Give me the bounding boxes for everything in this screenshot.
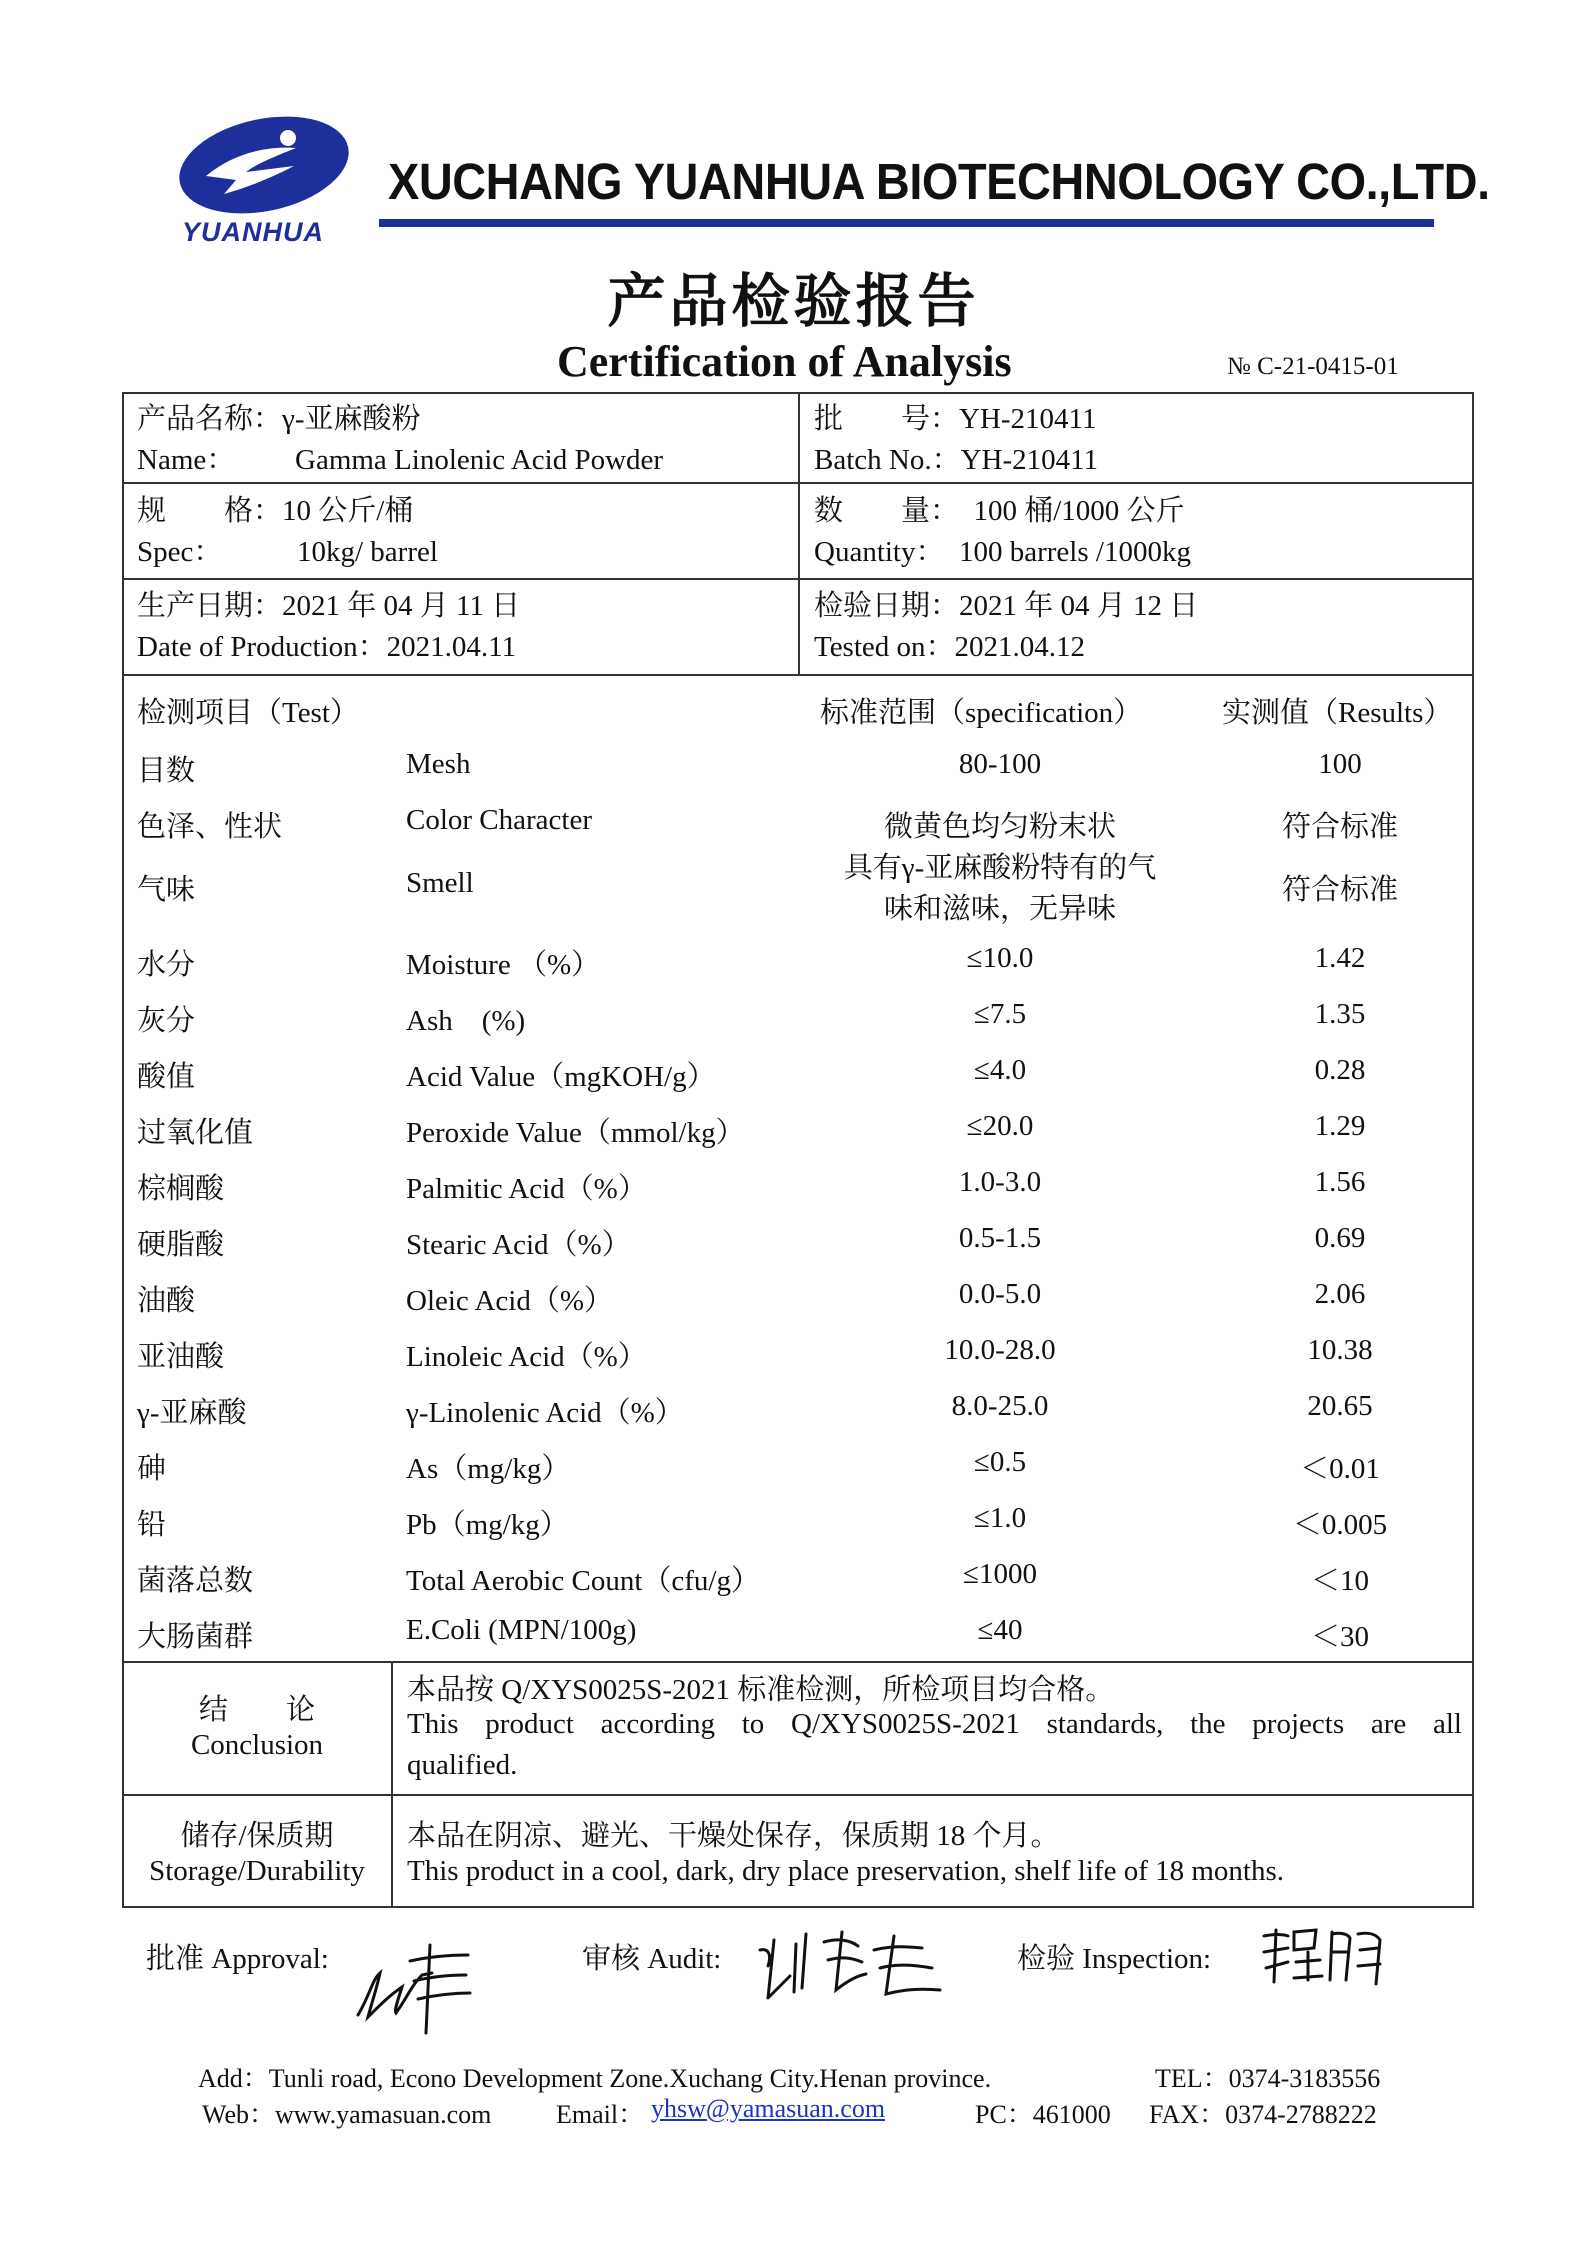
row-divider <box>122 1661 1474 1663</box>
report-number: № C-21-0415-01 <box>1227 353 1399 380</box>
conclusion-text-en: This product according to Q/XYS0025S-2021 standards, the projects are all <box>407 1708 1462 1740</box>
test-name-en: Moisture （%） <box>406 949 601 981</box>
production-date-en: Date of Production：2021.04.11 <box>137 631 517 663</box>
test-result: ＜30 <box>1310 1621 1369 1653</box>
test-spec: 1.0-3.0 <box>958 1166 1042 1198</box>
test-result: 符合标准 <box>1281 811 1398 843</box>
test-name-cn: 过氧化值 <box>137 1117 254 1149</box>
test-name-en: Color Character <box>406 804 593 836</box>
footer-email-label: Email： <box>556 2100 645 2129</box>
report-title-cn: 产品检验报告 <box>607 267 980 335</box>
test-result: 1.56 <box>1314 1166 1366 1198</box>
test-result: 10.38 <box>1307 1334 1373 1366</box>
audit-signature-icon <box>754 1920 944 2010</box>
footer-web: Web：www.yamasuan.com <box>202 2100 492 2129</box>
test-result: 符合标准 <box>1281 874 1398 906</box>
test-spec: ≤1000 <box>963 1558 1037 1590</box>
conclusion-label-en: Conclusion <box>190 1729 324 1761</box>
test-name-en: Ash (%) <box>406 1005 526 1037</box>
column-divider <box>798 392 800 676</box>
test-result: 1.29 <box>1314 1110 1366 1142</box>
test-name-en: Smell <box>406 867 474 899</box>
test-result: ＜0.005 <box>1292 1509 1388 1541</box>
test-name-en: E.Coli (MPN/100g) <box>406 1614 637 1646</box>
test-name-en: Pb（mg/kg） <box>406 1509 569 1541</box>
tests-header-test: 检测项目（Test） <box>137 697 359 729</box>
test-date-en: Tested on：2021.04.12 <box>814 631 1086 663</box>
approval-label: 批准 Approval: <box>146 1943 329 1975</box>
test-name-en: Oleic Acid（%） <box>406 1285 613 1317</box>
test-name-cn: 灰分 <box>137 1005 196 1037</box>
test-name-cn: γ-亚麻酸 <box>137 1397 247 1429</box>
test-name-cn: 砷 <box>137 1453 167 1485</box>
storage-label-cn: 储存/保质期 <box>180 1820 334 1852</box>
test-name-cn: 油酸 <box>137 1285 196 1317</box>
test-name-en: γ-Linolenic Acid（%） <box>406 1397 684 1429</box>
test-spec: 80-100 <box>958 748 1042 780</box>
storage-text-cn: 本品在阴凉、避光、干燥处保存，保质期 18 个月。 <box>407 1820 1060 1852</box>
test-name-cn: 亚油酸 <box>137 1341 225 1373</box>
test-name-en: Stearic Acid（%） <box>406 1229 631 1261</box>
test-spec: 微黄色均匀粉末状 <box>883 811 1116 843</box>
test-date-cn: 检验日期：2021 年 04 月 12 日 <box>814 590 1199 622</box>
test-result: 1.42 <box>1314 942 1366 974</box>
test-name-cn: 大肠菌群 <box>137 1621 254 1653</box>
company-logo-icon <box>176 116 352 214</box>
header-rule <box>379 219 1434 227</box>
company-name: XUCHANG YUANHUA BIOTECHNOLOGY CO.,LTD. <box>388 153 1490 210</box>
test-name-cn: 色泽、性状 <box>137 811 283 843</box>
test-name-en: As（mg/kg） <box>406 1453 571 1485</box>
test-name-cn: 目数 <box>137 755 196 787</box>
test-name-en: Peroxide Value（mmol/kg） <box>406 1117 745 1149</box>
test-name-en: Mesh <box>406 748 471 780</box>
test-spec: ≤40 <box>977 1614 1023 1646</box>
test-result: 100 <box>1318 748 1362 780</box>
product-name-cn: 产品名称：γ-亚麻酸粉 <box>137 403 421 435</box>
tests-header-result: 实测值（Results） <box>1222 697 1453 729</box>
spec-en-label: Spec： <box>137 536 223 568</box>
storage-text-en: This product in a cool, dark, dry place preservation, shelf life of 18 months. <box>407 1855 1285 1887</box>
audit-label: 审核 Audit: <box>582 1943 722 1975</box>
spec-cn: 规 格：10 公斤/桶 <box>137 495 414 527</box>
test-name-en: Acid Value（mgKOH/g） <box>406 1061 716 1093</box>
row-divider <box>122 1794 1474 1796</box>
batch-no-cn: 批 号：YH-210411 <box>814 403 1097 435</box>
test-name-cn: 棕榈酸 <box>137 1173 225 1205</box>
test-spec: ≤1.0 <box>973 1502 1027 1534</box>
test-spec: ≤10.0 <box>966 942 1034 974</box>
logo-wordmark: YUANHUA <box>182 217 324 247</box>
footer-tel: TEL：0374-3183556 <box>1155 2064 1381 2093</box>
test-result: 20.65 <box>1307 1390 1373 1422</box>
test-spec: ≤7.5 <box>973 998 1027 1030</box>
conclusion-label-cn: 结 论 <box>198 1694 315 1726</box>
footer-pc: PC：461000 <box>975 2100 1111 2129</box>
test-name-cn: 酸值 <box>137 1061 196 1093</box>
test-name-cn: 铅 <box>137 1509 167 1541</box>
approval-signature-icon <box>350 1925 490 2040</box>
conclusion-text-cn: 本品按 Q/XYS0025S-2021 标准检测，所检项目均合格。 <box>407 1674 1115 1706</box>
test-result: 1.35 <box>1314 998 1366 1030</box>
test-name-en: Linoleic Acid（%） <box>406 1341 647 1373</box>
inspection-signature-icon <box>1258 1922 1388 1992</box>
test-spec: 10.0-28.0 <box>944 1334 1056 1366</box>
test-result: ＜10 <box>1310 1565 1369 1597</box>
product-name-en-value: Gamma Linolenic Acid Powder <box>295 444 664 476</box>
quantity-cn: 数 量： 100 桶/1000 公斤 <box>814 495 1185 527</box>
test-name-cn: 气味 <box>137 874 196 906</box>
footer-email-link[interactable]: yhsw@yamasuan.com <box>651 2094 886 2123</box>
test-name-cn: 水分 <box>137 949 196 981</box>
test-name-cn: 菌落总数 <box>137 1565 254 1597</box>
quantity-en: Quantity： 100 barrels /1000kg <box>814 536 1191 568</box>
inspection-label: 检验 Inspection: <box>1017 1943 1212 1975</box>
report-title-en: Certification of Analysis <box>557 337 1012 386</box>
tests-header-spec: 标准范围（specification） <box>820 697 1143 729</box>
batch-no-en: Batch No.：YH-210411 <box>814 444 1099 476</box>
test-result: 0.28 <box>1314 1054 1366 1086</box>
test-spec: 8.0-25.0 <box>951 1390 1049 1422</box>
spec-en-value: 10kg/ barrel <box>297 536 438 568</box>
test-name-cn: 硬脂酸 <box>137 1229 225 1261</box>
footer-fax: FAX：0374-2788222 <box>1149 2100 1377 2129</box>
test-spec: ≤20.0 <box>966 1110 1034 1142</box>
storage-label-en: Storage/Durability <box>149 1855 365 1887</box>
column-divider <box>391 1661 393 1907</box>
test-result: 2.06 <box>1314 1278 1366 1310</box>
production-date-cn: 生产日期：2021 年 04 月 11 日 <box>137 590 521 622</box>
test-spec: ≤0.5 <box>973 1446 1027 1478</box>
test-spec: 0.0-5.0 <box>958 1278 1042 1310</box>
test-spec: ≤4.0 <box>973 1054 1027 1086</box>
test-name-en: Total Aerobic Count（cfu/g） <box>406 1565 760 1597</box>
test-spec-cont: 味和滋味，无异味 <box>883 893 1116 925</box>
product-name-en-label: Name： <box>137 444 236 476</box>
test-spec: 0.5-1.5 <box>958 1222 1042 1254</box>
test-result: ＜0.01 <box>1300 1453 1380 1485</box>
test-spec: 具有γ-亚麻酸粉特有的气 <box>843 852 1157 884</box>
conclusion-text-en-cont: qualified. <box>407 1749 518 1781</box>
test-result: 0.69 <box>1314 1222 1366 1254</box>
test-name-en: Palmitic Acid（%） <box>406 1173 647 1205</box>
footer-address: Add：Tunli road, Econo Development Zone.Xuchang City.Henan province. <box>198 2064 992 2093</box>
